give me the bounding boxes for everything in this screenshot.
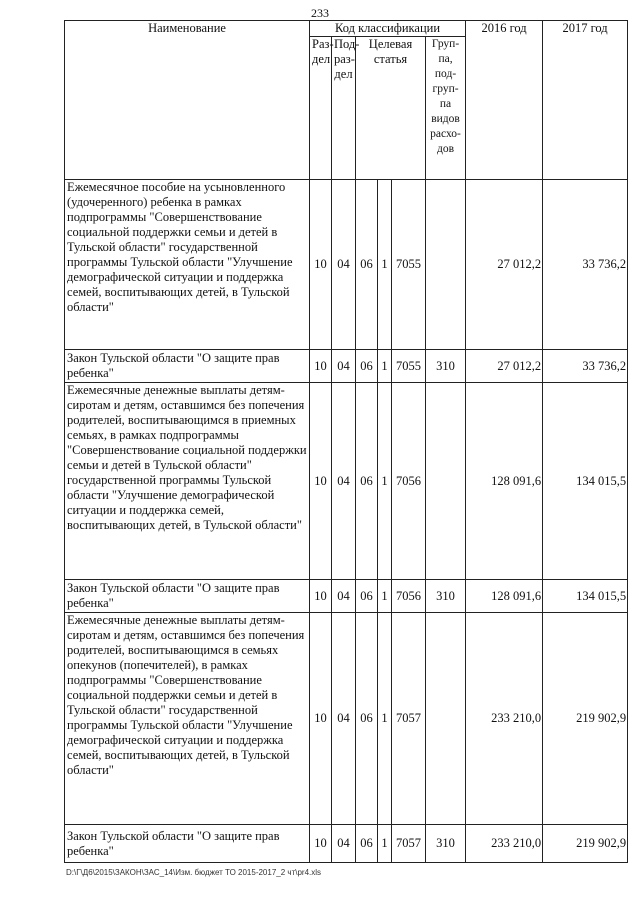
row-target-2: 1: [378, 350, 392, 383]
row-value-2016: 233 210,0: [466, 825, 543, 863]
table-row: [65, 613, 628, 825]
row-target-2: 1: [378, 613, 392, 825]
row-group: 310: [426, 825, 466, 863]
row-value-2017: 219 902,9: [543, 613, 628, 825]
row-target-2: 1: [378, 383, 392, 580]
row-value-2017: 134 015,5: [543, 580, 628, 613]
row-podrazdel: 04: [332, 613, 356, 825]
row-razdel: 10: [310, 825, 332, 863]
row-target-2: 1: [378, 180, 392, 350]
header-group: Груп- па, под- груп- па видов расхо- дов: [426, 37, 466, 180]
row-group: [426, 180, 466, 350]
row-value-2017: 33 736,2: [543, 180, 628, 350]
row-target-1: 06: [356, 383, 378, 580]
row-value-2016: 128 091,6: [466, 383, 543, 580]
row-value-2016: 27 012,2: [466, 350, 543, 383]
row-razdel: 10: [310, 350, 332, 383]
header-row-1: [65, 21, 628, 37]
table-row: [65, 350, 628, 383]
table-row: [65, 180, 628, 350]
row-group: [426, 383, 466, 580]
row-podrazdel: 04: [332, 383, 356, 580]
row-name: Ежемесячные денежные выплаты детям-сиротам и детям, оставшимся без попечения родителей, воспитывающимся в семьях опекунов (попечителей), в рамках подпрограммы "Совершенствование социальной поддержки семьи и детей в Тульской области" государственной программы Тульской области "Улучшение демографической ситуации и поддержка семей, воспитывающих детей, в Тульской области": [65, 613, 310, 825]
row-razdel: 10: [310, 383, 332, 580]
row-podrazdel: 04: [332, 825, 356, 863]
row-name: Ежемесячное пособие на усыновленного (удочеренного) ребенка в рамках подпрограммы "Совершенствование социальной поддержки семьи и детей в Тульской области" государственной программы Тульской области "Улучшение демографической ситуации и поддержка семей, воспитывающих детей, в Тульской области": [65, 180, 310, 350]
header-razdel: Раз- дел: [310, 37, 332, 180]
table-row: [65, 580, 628, 613]
row-target-3: 7056: [392, 580, 426, 613]
row-name: Закон Тульской области "О защите прав ребенка": [65, 350, 310, 383]
header-podrazdel: Под- раз- дел: [332, 37, 356, 180]
row-razdel: 10: [310, 180, 332, 350]
row-target-3: 7057: [392, 825, 426, 863]
budget-table: [64, 20, 628, 863]
row-group: 310: [426, 580, 466, 613]
row-value-2017: 33 736,2: [543, 350, 628, 383]
row-value-2016: 233 210,0: [466, 613, 543, 825]
row-name: Закон Тульской области "О защите прав ребенка": [65, 580, 310, 613]
row-value-2017: 219 902,9: [543, 825, 628, 863]
header-code: Код классификации: [310, 21, 466, 37]
row-value-2017: 134 015,5: [543, 383, 628, 580]
row-target-3: 7055: [392, 350, 426, 383]
row-value-2016: 128 091,6: [466, 580, 543, 613]
row-podrazdel: 04: [332, 350, 356, 383]
row-target-3: 7056: [392, 383, 426, 580]
row-target-2: 1: [378, 580, 392, 613]
row-group: [426, 613, 466, 825]
row-name: Закон Тульской области "О защите прав ребенка": [65, 825, 310, 863]
table-row: [65, 383, 628, 580]
row-razdel: 10: [310, 613, 332, 825]
row-target-3: 7055: [392, 180, 426, 350]
row-target-1: 06: [356, 825, 378, 863]
row-target-1: 06: [356, 613, 378, 825]
row-podrazdel: 04: [332, 580, 356, 613]
row-target-1: 06: [356, 580, 378, 613]
row-target-1: 06: [356, 180, 378, 350]
row-podrazdel: 04: [332, 180, 356, 350]
table-row: [65, 825, 628, 863]
row-target-1: 06: [356, 350, 378, 383]
header-name: Наименование: [65, 21, 310, 180]
header-target: Целевая статья: [356, 37, 426, 180]
header-2016: 2016 год: [466, 21, 543, 180]
row-value-2016: 27 012,2: [466, 180, 543, 350]
header-2017: 2017 год: [543, 21, 628, 180]
row-target-2: 1: [378, 825, 392, 863]
row-target-3: 7057: [392, 613, 426, 825]
page-number: 233: [311, 6, 329, 20]
row-group: 310: [426, 350, 466, 383]
file-path-footer: D:\Г\Д6\2015\ЗАКОН\ЗАС_14\Изм. бюджет ТО 2015-2017_2 чт\pr4.xls: [66, 868, 322, 877]
row-razdel: 10: [310, 580, 332, 613]
row-name: Ежемесячные денежные выплаты детям-сиротам и детям, оставшимся без попечения родителей, воспитывающимся в приемных семьях, в рамках подпрограммы "Совершенствование социальной поддержки семьи и детей в Тульской области" государственной программы Тульской области "Улучшение демографической ситуации и поддержка семей, воспитывающих детей, в Тульской области": [65, 383, 310, 580]
